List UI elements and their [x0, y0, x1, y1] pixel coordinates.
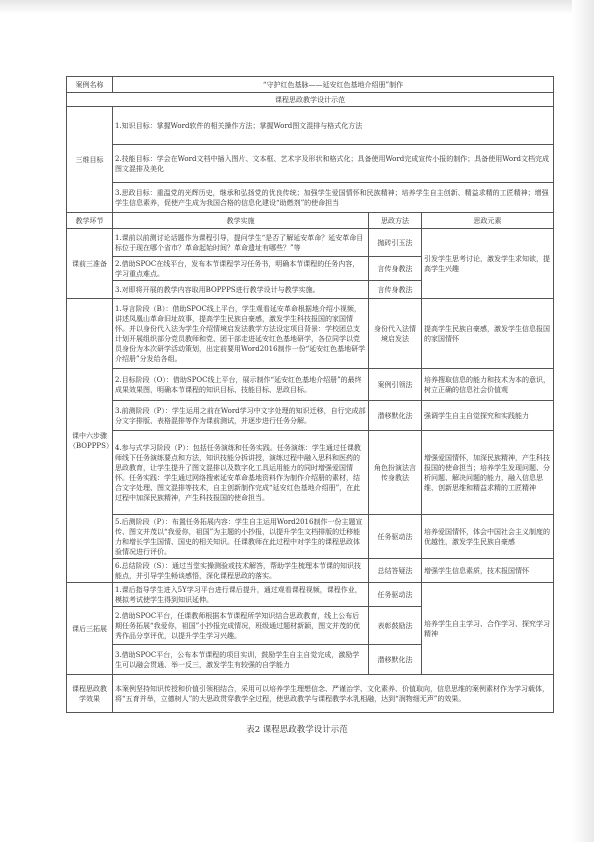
in-class-row-method: 任务驱动法 [369, 515, 422, 559]
case-name-label: 案例名称 [67, 77, 113, 93]
in-class-row-element: 强调学生自主自觉探究和实践能力 [422, 401, 554, 431]
pre-class-label: 课前三准备 [67, 229, 113, 299]
in-class-row-element: 培养爱国情怀，体会中国社会主义制度的优越性，激发学生民族自豪感 [422, 515, 554, 559]
skill-goal: 2.技能目标：学会在Word文档中插入图片、文本框、艺术字及形状和格式化；具备使用Word完成宣传小报的制作；具备使用Word文档完成图文混排及美化 [113, 145, 554, 183]
post-class-element: 培养学生自主学习、合作学习、探究学习精神 [422, 583, 554, 675]
pre-class-row-method: 言传身教法 [369, 257, 422, 281]
pre-class-row-text: 1.课前以前测讨论话题作为课程引导，提问学生“是否了解延安革命？延安革命目标位于现在哪个省市？革命起始时间？革命遗址有哪些？”等 [113, 229, 369, 257]
in-class-row-text: 2.目标阶段（O）：借助SPOC线上平台，展示制作“延安红色基地介绍册”的最终成果效果图，明确本节课程的知识目标、技能目标、思政目标。 [113, 369, 369, 401]
teaching-design-table [66, 76, 554, 713]
scan-top-edge [0, 0, 594, 14]
pre-class-row-method: 抛砖引玉法 [369, 229, 422, 257]
in-class-row-text: 6.总结阶段（S）：通过当堂实操测验或技术解答，帮助学生梳理本节课的知识技能点，并引导学生畅谈感悟，深化课程思政的落实。 [113, 559, 369, 583]
in-class-row-text: 4.参与式学习阶段（P）：包括任务演练和任务实践。任务演练：学生通过任课教师线下任务演练要点和方法，知识技能分拆讲授，演练过程中融入思科和医药的思政教育，让学生提升了图文混排以及数字化工具运用能力的同时增强爱国情怀。任务实践：学生通过网络搜索延安革命基地资料作为制作介绍册的素材，结合文字处理、图文混排等技术，自主创新制作完成“延安红色基地介绍册”，在此过程中加深民族精神，产生科技报国的使命担当。 [113, 431, 369, 515]
knowledge-goal: 1.知识目标：掌握Word软件的相关操作方法；掌握Word图文混排与格式化方法 [113, 107, 554, 145]
pre-class-row-method: 言传身教法 [369, 281, 422, 299]
in-class-row-text: 3.前测阶段（P）：学生运用之前在Word学习中文字处理的知识迁移，自行完成部分文字排版、表格混排等作为课前测试，并逐步进行任务分解。 [113, 401, 369, 431]
ideology-goal: 3.思政目标：重温党的光辉历史，继承和弘扬党的优良传统；加强学生爱国情怀和民族精神；培养学生自主创新、精益求精的工匠精神；增强学生信息素养，促使产生成为我国合格的信息化建设“助燃剂”的使命担当 [113, 183, 554, 213]
in-class-row-element: 增强爱国情怀，加深民族精神，产生科技报国的使命担当；培养学生发现问题、分析问题、解决问题的能力，融入信息思维、创新思维和精益求精的工匠精神 [422, 431, 554, 515]
pre-class-row-text: 3.对即将开展的教学内容取用BOPPPS进行教学设计与教学实施。 [113, 281, 369, 299]
case-name: “守护红色基脉——延安红色基地介绍册”制作 [113, 77, 554, 93]
three-dim-label: 三维目标 [67, 107, 113, 213]
header-stage: 教学环节 [67, 213, 113, 229]
post-class-row-text: 2.借助SPOC平台，任课教师根据本节课程所学知识结合思政教育，线上公布后期任务拓展“我爱你，祖国”小抄报完成情况，班级通过题材新颖，图文并茂的优秀作品分享评优，以提升学生学习兴趣。 [113, 607, 369, 645]
in-class-row-method: 角色扮演法言传身教法 [369, 431, 422, 515]
pre-class-element: 引发学生思考讨论，激发学生求知欲，提高学生兴趣 [422, 229, 554, 299]
post-class-row-method: 任务驱动法 [369, 583, 422, 607]
header-method: 思政方法 [369, 213, 422, 229]
in-class-row-text: 1.导言阶段（B）：借助SPOC线上平台，学生观看延安革命根据地介绍小视频，讲述凤凰山革命旧址故事，提高学生民族自豪感，激发学生科技报国的家国情怀。并以身份代入法为学生介绍情境启发法教学方法设定项目背景：学校团总支计划开展组织部分党员教师和党、团干部走进延安红色基地研学，各位同学以党员身份为本次研学活动策划，出定前要用Word2016制作一份“延安红色基地研学介绍册”分发给各组。 [113, 299, 369, 369]
post-class-row-text: 3.借助SPOC平台，公布本节课程的项目实训，鼓励学生自主自觉完成，激励学生可以融会贯通、举一反三，激发学生有较强的自学能力 [113, 645, 369, 675]
header-element: 思政元素 [422, 213, 554, 229]
header-implement: 教学实施 [113, 213, 369, 229]
post-class-row-method: 潜移默化法 [369, 645, 422, 675]
effect-text: 本案例坚持知识传授和价值引领相结合，采用可以培养学生理想信念、严谨治学、文化素养、价值取向，信息思维的案例素材作为学习载体，将“五育并举，立德树人”的大思政贯穿教学全过程，使思政教学与课程教学水乳相融，达到“润物细无声”的效果。 [113, 675, 554, 713]
in-class-row-method: 总结答疑法 [369, 559, 422, 583]
in-class-row-method: 身份代入法情境启发法 [369, 299, 422, 369]
in-class-row-element: 提高学生民族自豪感，激发学生信息报国的家国情怀 [422, 299, 554, 369]
section-title: 课程思政教学设计示范 [67, 93, 554, 107]
effect-label: 课程思政教学效果 [67, 675, 113, 713]
in-class-label: 课中六步骤（BOPPPS） [67, 299, 113, 583]
post-class-label: 课后三拓展 [67, 583, 113, 675]
in-class-row-method: 案例引领法 [369, 369, 422, 401]
table-caption: 表2 课程思政教学设计示范 [246, 725, 348, 735]
in-class-row-element: 增强学生信息素质，技术报国情怀 [422, 559, 554, 583]
in-class-row-element: 培养搜取信息的能力和技术为本的意识，树立正确的信息社会价值观 [422, 369, 554, 401]
in-class-row-method: 潜移默化法 [369, 401, 422, 431]
post-class-row-method: 表彰鼓励法 [369, 607, 422, 645]
scan-right-edge [572, 0, 594, 842]
in-class-row-text: 5.后测阶段（P）：布置任务拓展内容：学生自主运用Word2016制作一份主题宣传、图文并茂以“我爱你，祖国”为主题的小抄报，以提升学生文档排版的迁移能力和增长学生国情、国史的相关知识。任课教师在此过程中对学生的课程思政体验情况进行评价。 [113, 515, 369, 559]
pre-class-row-text: 2.借助SPOC在线平台，发布本节课程学习任务书，明确本节课程的任务内容，学习重点难点。 [113, 257, 369, 281]
post-class-row-text: 1.课后指导学生进入5Y学习平台进行课后提升，通过观看课程视频，课程作业，模拟考试使学生得到知识延伸。 [113, 583, 369, 607]
